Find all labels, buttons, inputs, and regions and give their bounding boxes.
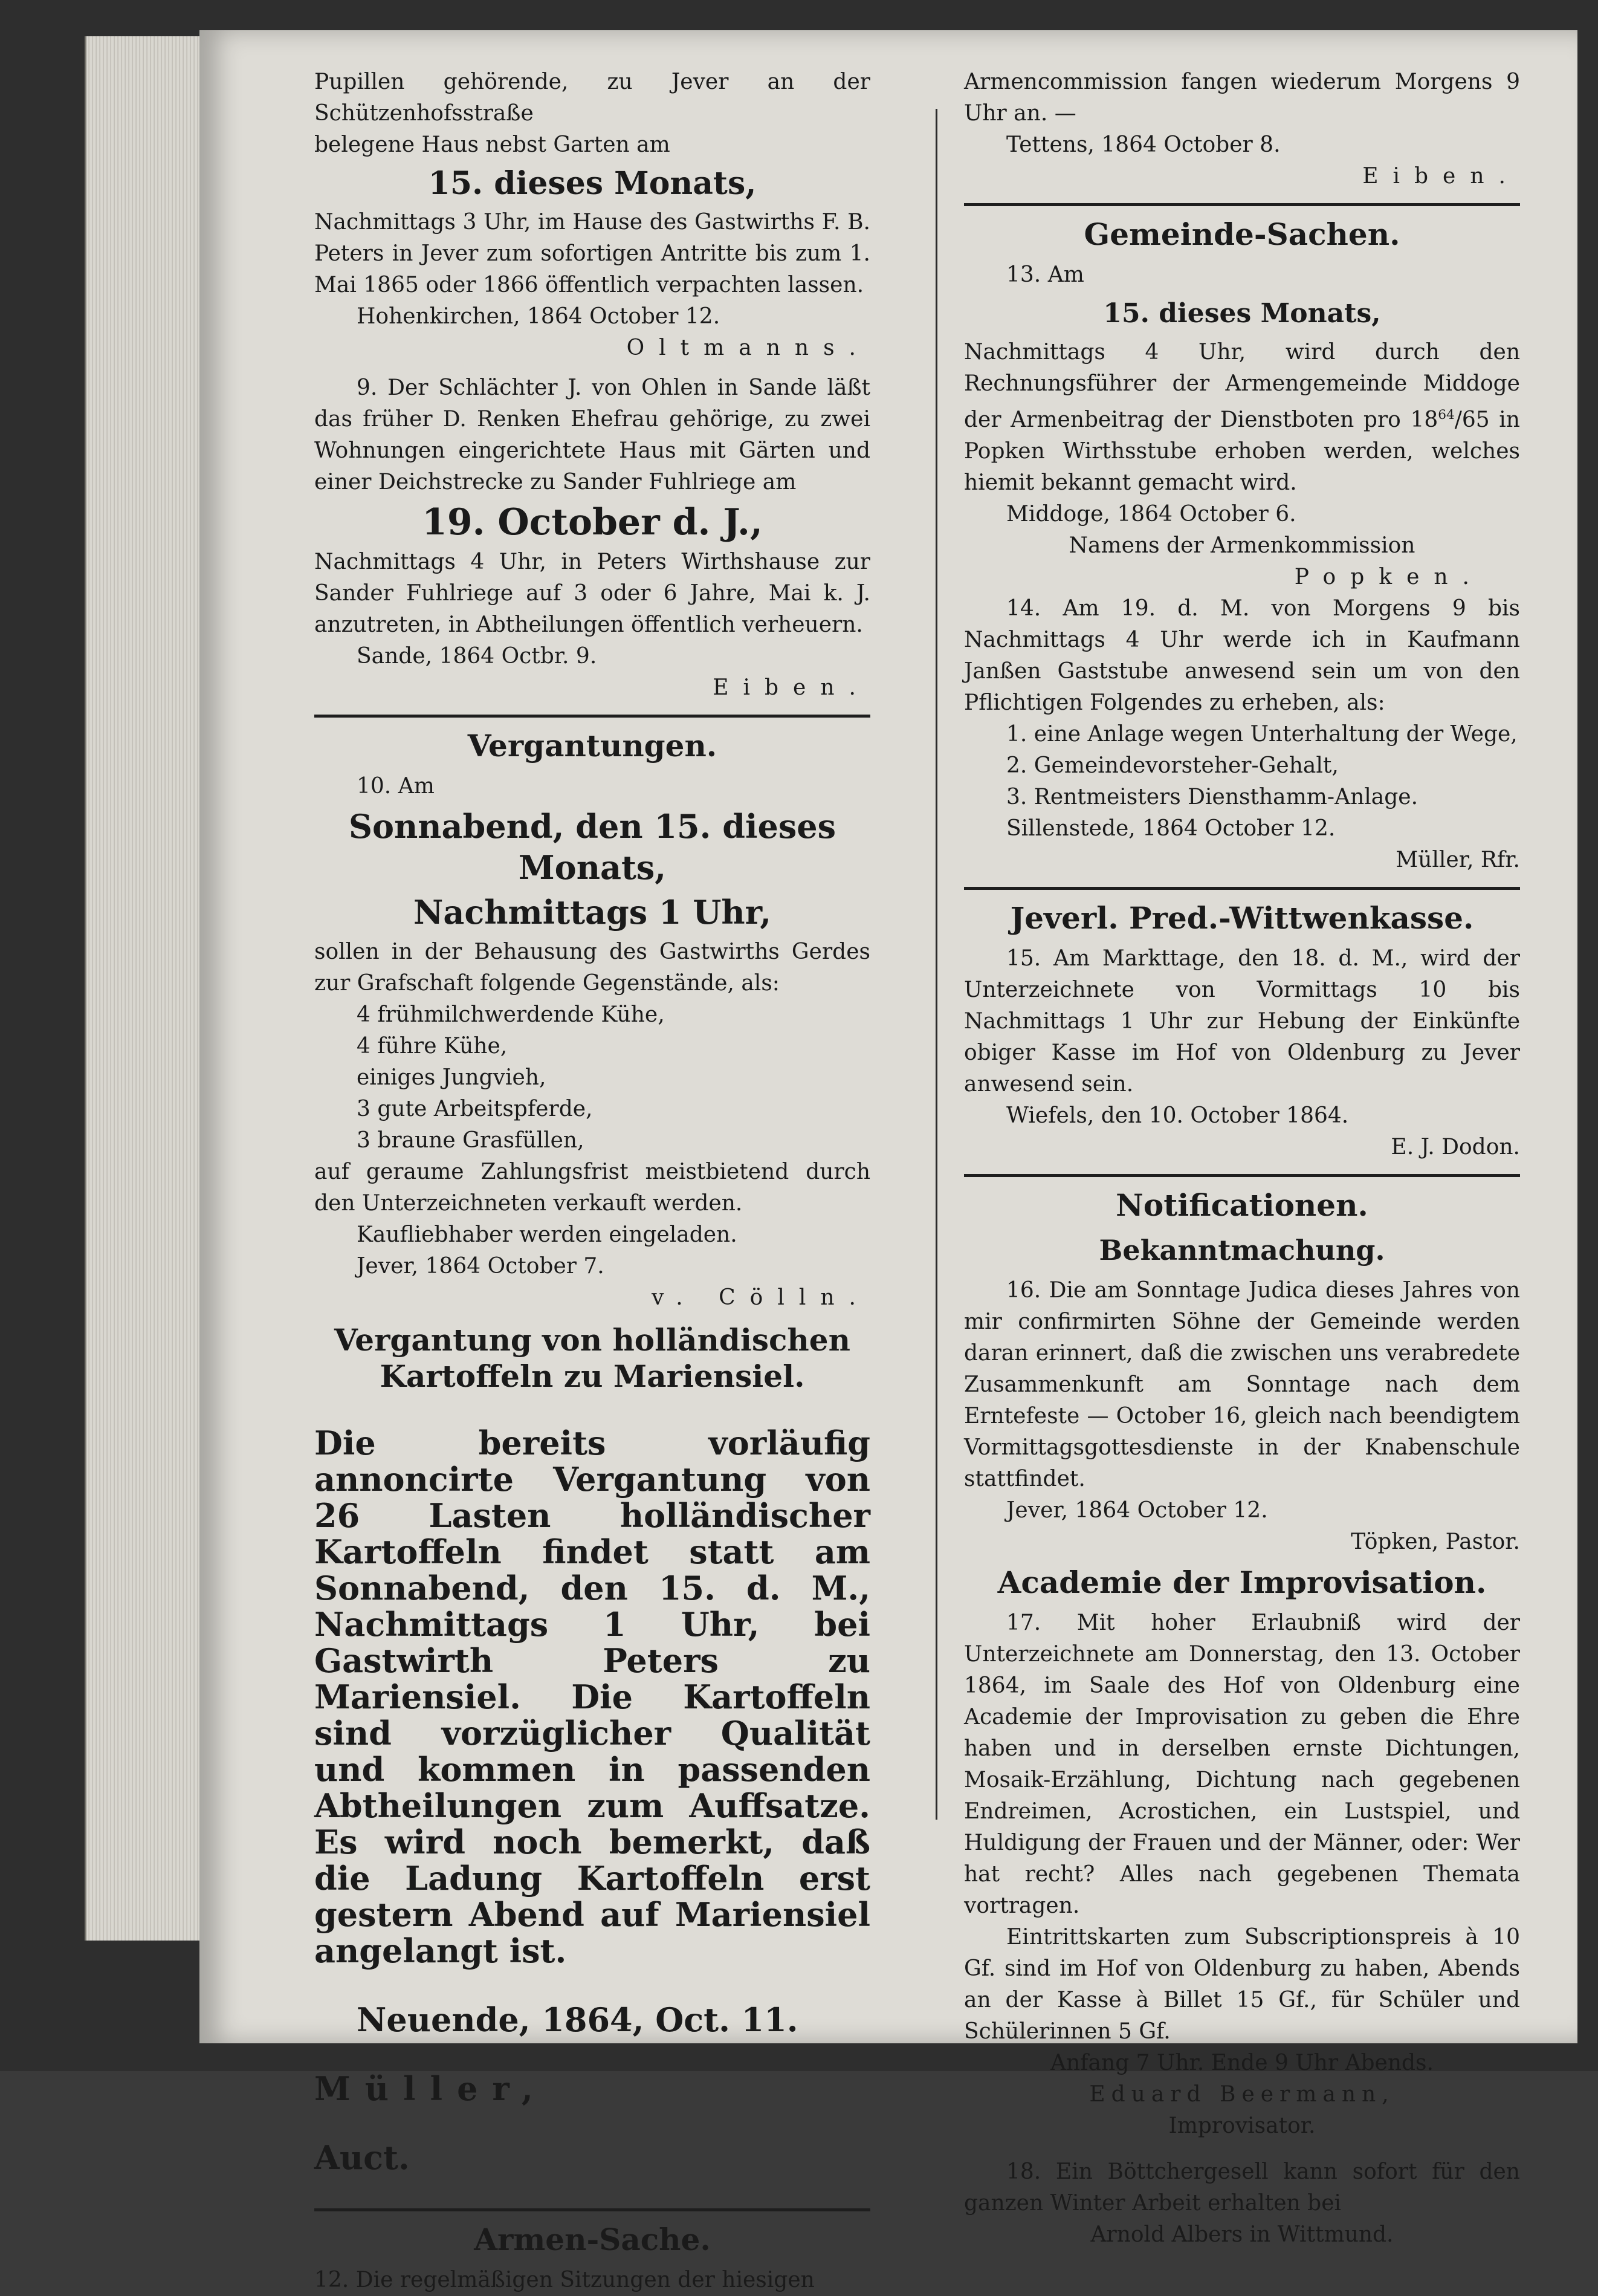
potato-ad-signature: Müller, <box>314 2069 548 2108</box>
notice-13-sup: 64 <box>1438 407 1455 423</box>
armen-sache-heading: Armen-Sache. <box>474 2222 711 2257</box>
notice-14-item: 1. eine Anlage wegen Unterhaltung der Wege, <box>1006 722 1518 747</box>
notice-10-text-3: Kaufliebhaber werden eingeladen. <box>357 1222 737 1247</box>
notice-10-text-2: auf geraume Zahlungsfrist meistbietend durch den Unterzeichneten verkauft werden. <box>314 1159 870 1216</box>
intro-place: Hohenkirchen, 1864 October 12. <box>357 304 720 329</box>
notice-17-text: 17. Mit hoher Erlaubniß wird der Unterzeichnete am Donnerstag, den 13. October 1864, im Saale des Hof von Oldenburg eine Academie der Improvisation zu geben die Ehre haben und in derselben ernste Dichtungen, Mosaik-Erzählung, Dichtung nach gegebenen Endreimen, Acrostichen, ein Lustspiel, und Huldigung der Frauen und der Männer, oder: Wer hat recht? Alles nach gegebenen Themata vortragen. <box>964 1610 1520 1918</box>
vergantungen-heading: Vergantungen. <box>467 728 717 764</box>
notice-15-text: 15. Am Markttage, den 18. d. M., wird der Unterzeichnete von Vormittags 10 bis Nachmittags 1 Uhr zur Hebung der Einkünfte obiger Kasse im Hof von Oldenburg zu Jever anwesend sein. <box>964 946 1520 1097</box>
notice-13-text <box>964 337 1520 499</box>
section-rule <box>964 1174 1520 1177</box>
notice-10-date-2: Nachmittags 1 Uhr, <box>413 893 772 932</box>
section-rule <box>314 2208 870 2211</box>
notice-14-text: 14. Am 19. d. M. von Morgens 9 bis Nachmittags 4 Uhr werde ich in Kaufmann Janßen Gaststube anwesend sein um von den Pflichtigen Folgendes zu erheben, als: <box>964 596 1520 715</box>
left-column <box>314 66 870 2296</box>
notificationen-heading: Notificationen. <box>1116 1187 1368 1223</box>
notice-10-date-1: Sonnabend, den 15. dieses Monats, <box>349 807 836 887</box>
section-rule <box>314 715 870 718</box>
potato-ad-title: Vergantung von holländischen Kartoffeln zu Mariensiel. <box>334 1322 850 1394</box>
notice-10-item: 4 führe Kühe, <box>357 1034 508 1059</box>
notice-13-signature-1: Namens der Armenkommission <box>1069 533 1415 558</box>
notice-14-place: Sillenstede, 1864 October 12. <box>1006 816 1336 841</box>
notice-10-item: 3 braune Grasfüllen, <box>357 1128 584 1153</box>
potato-ad-text: Die bereits vorläufig annoncirte Vergantung von 26 Lasten holländischer Kartoffeln findet statt am Sonnabend, den 15. d. M., Nachmittags 1 Uhr, bei Gastwirth Peters zu Mariensiel. Die Kartoffeln sind vorzüglicher Qualität und kommen in passenden Abtheilungen zum Auffsatze. Es wird noch bemerkt, daß die Ladung Kartoffeln erst gestern Abend auf Mariensiel angelangt ist. <box>314 1424 870 1970</box>
potato-ad-place: Neuende, 1864, Oct. 11. <box>357 2000 798 2039</box>
notice-9-signature: Eiben. <box>713 675 870 700</box>
notice-10-item: 3 gute Arbeitspferde, <box>357 1097 593 1121</box>
notice-13-signature-2: Popken. <box>1294 565 1484 589</box>
notice-15-signature: E. J. Dodon. <box>1391 1135 1520 1159</box>
notice-18-signature: Arnold Albers in Wittmund. <box>1090 2222 1394 2247</box>
intro-date: 15. dieses Monats, <box>428 165 757 202</box>
notice-14-signature: Müller, Rfr. <box>1396 848 1520 872</box>
notice-9-text-2: Nachmittags 4 Uhr, in Peters Wirthshause zur Sander Fuhlriege auf 3 oder 6 Jahre, Mai k. J. anzutreten, in Abtheilungen öffentlich verheuern. <box>314 550 870 637</box>
section-rule <box>964 887 1520 890</box>
academie-heading: Academie der Improvisation. <box>997 1565 1487 1600</box>
notice-13-sub: /65 <box>1454 407 1490 432</box>
notice-18-text: 18. Ein Böttchergesell kann sofort für den ganzen Winter Arbeit erhalten bei <box>964 2159 1520 2216</box>
potato-ad-signature-2: Auct. <box>314 2138 410 2177</box>
intro-line-1: Pupillen gehörende, zu Jever an der Schützenhofsstraße <box>314 70 870 126</box>
pred-wittwenkasse-heading: Jeverl. Pred.-Wittwenkasse. <box>1010 900 1474 936</box>
notice-14-item: 2. Gemeindevorsteher-Gehalt, <box>1006 753 1339 778</box>
notice-10-item: einiges Jungvieh, <box>357 1065 546 1090</box>
intro-line-2: belegene Haus nebst Garten am <box>314 132 670 157</box>
notice-13-text-post: in Popken Wirthsstube erhoben werden, welches hiemit bekannt gemacht wird. <box>964 407 1520 495</box>
notice-16-place: Jever, 1864 October 12. <box>1006 1498 1268 1523</box>
notice-17-time: Anfang 7 Uhr. Ende 9 Uhr Abends. <box>1050 2051 1434 2075</box>
column-divider <box>936 109 937 1820</box>
notice-9-place: Sande, 1864 Octbr. 9. <box>357 644 597 669</box>
notice-17-signature: Eduard Beermann, <box>1089 2082 1395 2107</box>
notice-13-text-pre: Nachmittags 4 Uhr, wird durch den Rechnungsführer der Armengemeinde Middoge der Armenbeitrag der Dienstboten pro 18 <box>964 340 1520 432</box>
notice-10-signature: v. Cölln. <box>652 1285 870 1310</box>
notice-13-place: Middoge, 1864 October 6. <box>1006 502 1296 527</box>
notice-13-date: 15. dieses Monats, <box>1103 298 1381 329</box>
notice-13-head: 13. Am <box>1006 262 1084 287</box>
notice-15-place: Wiefels, den 10. October 1864. <box>1006 1103 1349 1128</box>
notice-16-signature: Töpken, Pastor. <box>1351 1529 1520 1554</box>
notice-9-text: 9. Der Schlächter J. von Ohlen in Sande läßt das früher D. Renken Ehefrau gehörige, zu zwei Wohnungen eingerichtete Haus mit Gärten und einer Deichstrecke zu Sander Fuhlriege am <box>314 375 870 495</box>
notice-17-text-2: Eintrittskarten zum Subscriptionspreis à 10 Gf. sind im Hof von Oldenburg zu haben, Abends an der Kasse à Billet 15 Gf., für Schüler und Schülerinnen 5 Gf. <box>964 1925 1520 2044</box>
notice-14-item: 3. Rentmeisters Diensthamm-Anlage. <box>1006 785 1418 809</box>
continued-signature: Eiben. <box>1362 164 1520 189</box>
intro-text: Nachmittags 3 Uhr, im Hause des Gastwirths F. B. Peters in Jever zum sofortigen Antritte bis zum 1. Mai 1865 oder 1866 öffentlich verpachten lassen. <box>314 210 870 297</box>
notice-9-date: 19. October d. J., <box>422 501 763 543</box>
notice-17-signature-2: Improvisator. <box>1168 2113 1316 2138</box>
right-column <box>964 66 1520 2251</box>
notice-10-head: 10. Am <box>357 774 435 799</box>
intro-signature: Oltmanns. <box>626 336 870 360</box>
bekanntmachung-heading: Bekanntmachung. <box>1099 1234 1385 1266</box>
section-rule <box>964 203 1520 206</box>
continued-text: Armencommission fangen wiederum Morgens 9 Uhr an. — <box>964 70 1520 126</box>
continued-place: Tettens, 1864 October 8. <box>1006 132 1281 157</box>
gemeinde-sachen-heading: Gemeinde-Sachen. <box>1084 216 1400 252</box>
notice-10-text: sollen in der Behausung des Gastwirths Gerdes zur Grafschaft folgende Gegenstände, als: <box>314 939 870 996</box>
notice-10-place: Jever, 1864 October 7. <box>357 1254 604 1279</box>
notice-10-item: 4 frühmilchwerdende Kühe, <box>357 1002 665 1027</box>
notice-16-text: 16. Die am Sonntage Judica dieses Jahres von mir confirmirten Söhne der Gemeinde werden daran erinnert, daß die zwischen uns verabredete Zusammenkunft am Sonntage nach dem Erntefeste — October 16, gleich nach beendigtem Vormittagsgottesdienste in der Knabenschule stattfindet. <box>964 1278 1520 1491</box>
notice-12-text: 12. Die regelmäßigen Sitzungen der hiesigen <box>314 2268 815 2292</box>
